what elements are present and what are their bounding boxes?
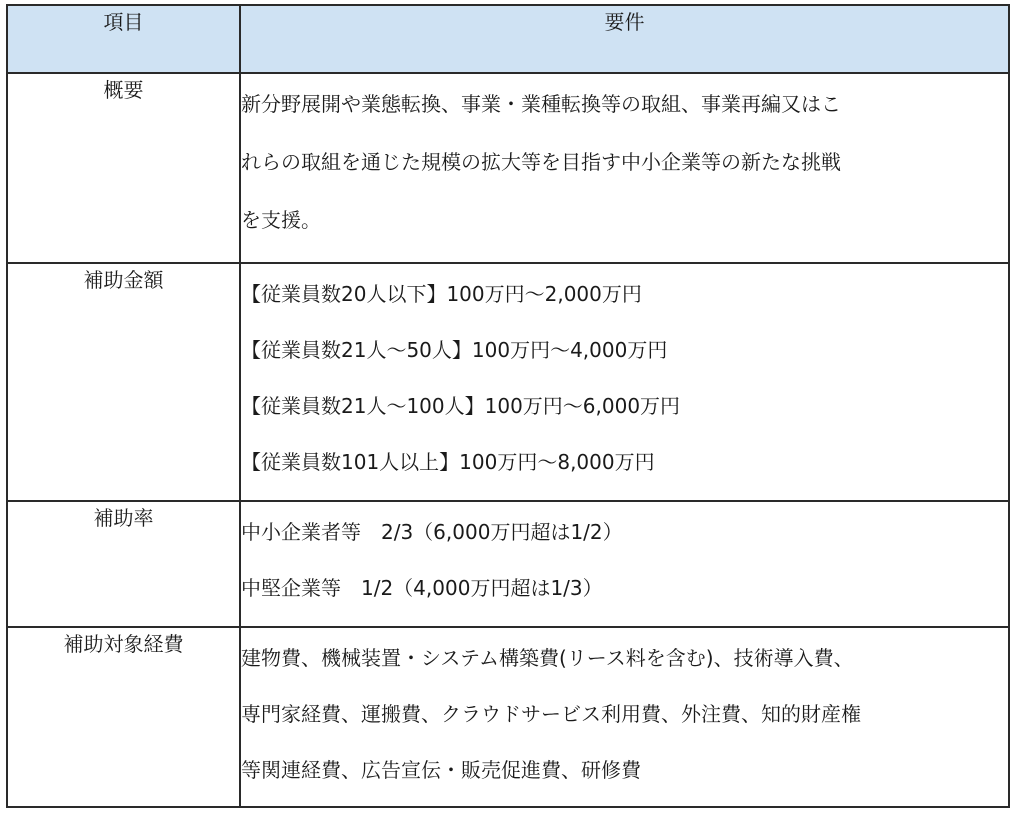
row-label-subsidy-rate: 補助率 <box>7 501 240 627</box>
header-item: 項目 <box>7 5 240 73</box>
header-requirement: 要件 <box>240 5 1009 73</box>
amount-line: 【従業員数21人～100人】100万円～6,000万円 <box>241 394 681 418</box>
table-row-subsidy-amount <box>7 263 1009 501</box>
rate-line: 中堅企業等 1/2（4,000万円超は1/3） <box>241 576 603 600</box>
row-label-eligible-costs: 補助対象経費 <box>7 627 240 807</box>
row-body-overview <box>240 73 1009 263</box>
row-label-overview: 概要 <box>7 73 240 263</box>
costs-line: 等関連経費、広告宣伝・販売促進費、研修費 <box>241 758 641 782</box>
amount-line: 【従業員数101人以上】100万円～8,000万円 <box>241 450 655 474</box>
table-row-subsidy-rate <box>7 501 1009 627</box>
costs-line: 専門家経費、運搬費、クラウドサービス利用費、外注費、知的財産権 <box>241 702 861 726</box>
overview-line: 新分野展開や業態転換、事業・業種転換等の取組、事業再編又はこ <box>241 92 841 116</box>
overview-line: を支援。 <box>241 208 321 232</box>
table-row-overview <box>7 73 1009 263</box>
amount-line: 【従業員数21人～50人】100万円～4,000万円 <box>241 338 668 362</box>
row-label-subsidy-amount: 補助金額 <box>7 263 240 501</box>
requirements-table <box>6 4 1010 808</box>
row-body-subsidy-amount <box>240 263 1009 501</box>
amount-line: 【従業員数20人以下】100万円～2,000万円 <box>241 282 642 306</box>
rate-line: 中小企業者等 2/3（6,000万円超は1/2） <box>241 520 623 544</box>
table-row-eligible-costs <box>7 627 1009 807</box>
costs-line: 建物費、機械装置・システム構築費(リース料を含む)、技術導入費、 <box>241 646 854 670</box>
row-body-eligible-costs <box>240 627 1009 807</box>
row-body-subsidy-rate <box>240 501 1009 627</box>
overview-line: れらの取組を通じた規模の拡大等を目指す中小企業等の新たな挑戦 <box>241 150 841 174</box>
header-row <box>7 5 1009 73</box>
